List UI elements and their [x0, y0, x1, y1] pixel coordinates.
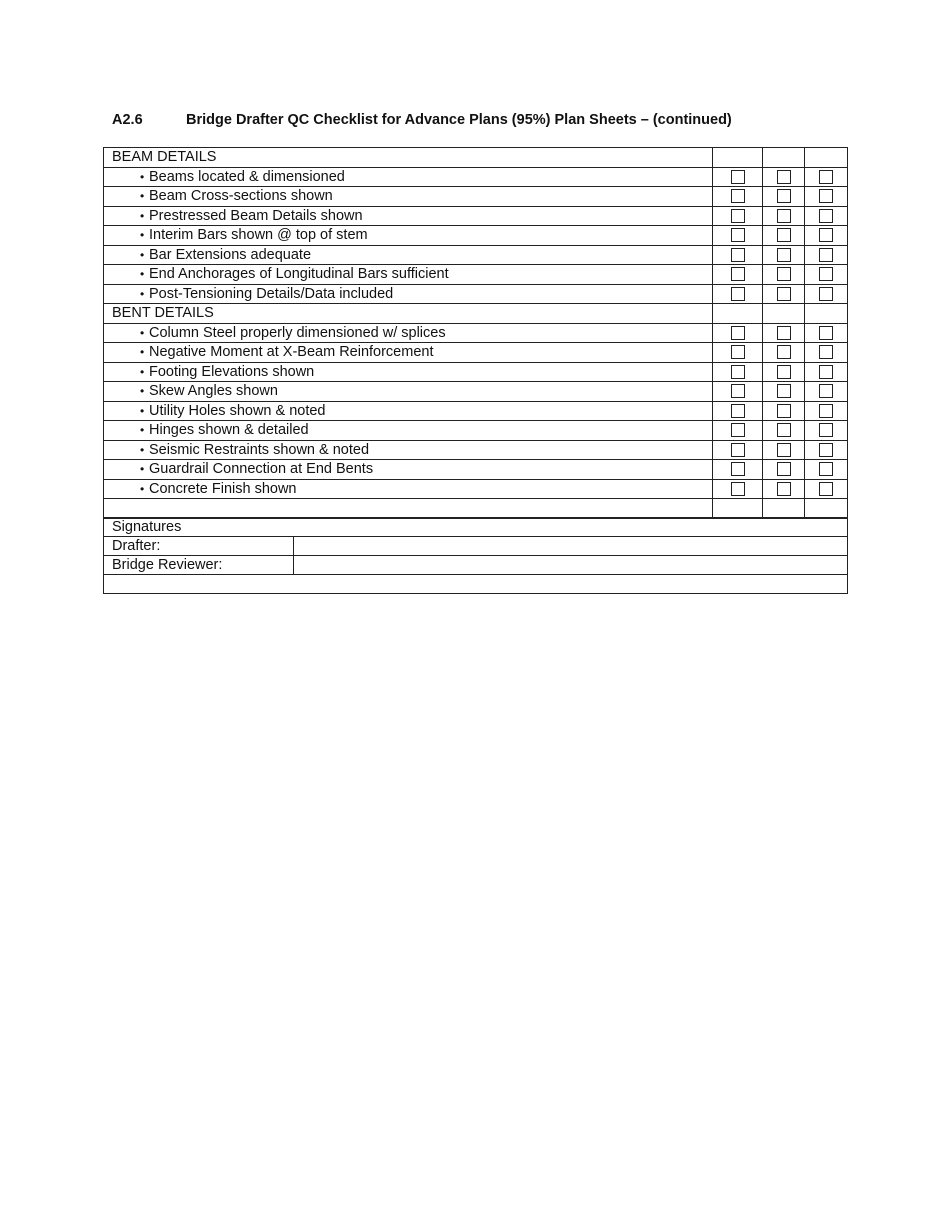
checkbox-cell	[763, 343, 805, 363]
checklist-item	[104, 401, 713, 421]
checkbox[interactable]	[731, 384, 745, 398]
checkbox[interactable]	[777, 423, 791, 437]
bullet-icon: •	[140, 169, 145, 184]
checkbox-cell	[713, 440, 763, 460]
checklist-item-label: Utility Holes shown & noted	[149, 402, 326, 419]
checkbox-cell	[713, 323, 763, 343]
checkbox[interactable]	[731, 345, 745, 359]
empty-box-cell	[713, 148, 763, 168]
checkbox[interactable]	[731, 423, 745, 437]
empty-box-cell	[805, 499, 848, 519]
checkbox[interactable]	[777, 326, 791, 340]
blank-row	[104, 575, 848, 594]
checkbox[interactable]	[819, 482, 833, 496]
checkbox-cell	[805, 421, 848, 441]
checkbox-cell	[805, 226, 848, 246]
checklist-body	[104, 148, 848, 519]
checkbox-cell	[805, 187, 848, 207]
checkbox[interactable]	[731, 228, 745, 242]
checkbox[interactable]	[819, 345, 833, 359]
checkbox-cell	[713, 479, 763, 499]
checkbox-cell	[713, 187, 763, 207]
checkbox[interactable]	[731, 462, 745, 476]
checklist-row	[104, 323, 848, 343]
empty-box-cell	[763, 304, 805, 324]
checkbox[interactable]	[819, 248, 833, 262]
checkbox-cell	[805, 479, 848, 499]
checklist-item-label: Negative Moment at X-Beam Reinforcement	[149, 344, 434, 361]
checkbox-cell	[763, 323, 805, 343]
checklist-row	[104, 440, 848, 460]
checklist-item	[104, 460, 713, 480]
checklist-item	[104, 245, 713, 265]
checkbox-cell	[713, 343, 763, 363]
checklist-item-label: Post-Tensioning Details/Data included	[149, 285, 394, 302]
checkbox[interactable]	[777, 287, 791, 301]
checkbox[interactable]	[777, 443, 791, 457]
checklist-item-label: Prestressed Beam Details shown	[149, 207, 363, 224]
checklist-item	[104, 206, 713, 226]
bullet-icon: •	[140, 364, 145, 379]
checkbox-cell	[713, 206, 763, 226]
checklist-item-label: Interim Bars shown @ top of stem	[149, 227, 368, 244]
checkbox-cell	[763, 226, 805, 246]
checkbox-cell	[713, 167, 763, 187]
bullet-icon: •	[140, 208, 145, 223]
checkbox[interactable]	[731, 365, 745, 379]
bullet-icon: •	[140, 403, 145, 418]
checklist-item	[104, 421, 713, 441]
empty-box-cell	[763, 499, 805, 519]
checkbox-cell	[805, 362, 848, 382]
checkbox-cell	[805, 265, 848, 285]
checklist-item	[104, 362, 713, 382]
checkbox-cell	[805, 245, 848, 265]
checklist-item	[104, 284, 713, 304]
checkbox-cell	[805, 323, 848, 343]
section-number: A2.6	[112, 112, 143, 128]
page-heading	[112, 112, 732, 128]
checkbox-cell	[713, 460, 763, 480]
checkbox-cell	[763, 460, 805, 480]
checkbox[interactable]	[731, 443, 745, 457]
checklist-table	[103, 147, 848, 519]
checklist-row	[104, 401, 848, 421]
bullet-icon: •	[140, 189, 145, 204]
bullet-icon: •	[140, 286, 145, 301]
signatures-title-row	[104, 518, 848, 537]
checkbox-cell	[763, 362, 805, 382]
checklist-row	[104, 362, 848, 382]
checklist-item-label: Column Steel properly dimensioned w/ splices	[149, 324, 446, 341]
checkbox[interactable]	[819, 443, 833, 457]
checklist-row	[104, 226, 848, 246]
bullet-icon: •	[140, 462, 145, 477]
checkbox[interactable]	[819, 365, 833, 379]
checkbox-cell	[713, 362, 763, 382]
drafter-label: Drafter:	[104, 537, 294, 556]
checkbox[interactable]	[777, 384, 791, 398]
empty-box-cell	[713, 304, 763, 324]
checklist-item	[104, 226, 713, 246]
checklist-item-label: Footing Elevations shown	[149, 363, 315, 380]
checkbox-cell	[805, 206, 848, 226]
checkbox-cell	[805, 460, 848, 480]
checkbox[interactable]	[819, 384, 833, 398]
checklist-item	[104, 382, 713, 402]
bullet-icon: •	[140, 228, 145, 243]
checkbox-cell	[763, 167, 805, 187]
bullet-icon: •	[140, 442, 145, 457]
signatures-title: Signatures	[104, 518, 848, 537]
checklist-item-label: Hinges shown & detailed	[149, 422, 309, 439]
checkbox[interactable]	[819, 462, 833, 476]
checkbox-cell	[763, 206, 805, 226]
checklist-item-label: Concrete Finish shown	[149, 480, 297, 497]
checkbox-cell	[713, 401, 763, 421]
reviewer-signature-field[interactable]	[294, 556, 848, 575]
checkbox-cell	[805, 440, 848, 460]
checklist-row	[104, 187, 848, 207]
bullet-icon: •	[140, 325, 145, 340]
checklist-item	[104, 167, 713, 187]
checklist-empty-row	[104, 499, 848, 519]
checkbox[interactable]	[731, 209, 745, 223]
checklist-row	[104, 284, 848, 304]
checklist-row	[104, 382, 848, 402]
checkbox[interactable]	[819, 228, 833, 242]
checkbox[interactable]	[777, 170, 791, 184]
checklist-row	[104, 167, 848, 187]
checklist-item-label: Beam Cross-sections shown	[149, 188, 333, 205]
checkbox[interactable]	[819, 423, 833, 437]
checkbox[interactable]	[819, 326, 833, 340]
reviewer-row	[104, 556, 848, 575]
checklist-item-label: Beams located & dimensioned	[149, 168, 345, 185]
checklist-item	[104, 187, 713, 207]
drafter-row	[104, 537, 848, 556]
checklist-item-label: End Anchorages of Longitudinal Bars sufficient	[149, 266, 449, 283]
checkbox-cell	[763, 440, 805, 460]
checkbox[interactable]	[731, 189, 745, 203]
checkbox[interactable]	[819, 170, 833, 184]
checklist-item	[104, 323, 713, 343]
bullet-icon: •	[140, 247, 145, 262]
checkbox[interactable]	[819, 287, 833, 301]
checkbox-cell	[713, 245, 763, 265]
checkbox[interactable]	[731, 267, 745, 281]
checkbox-cell	[713, 226, 763, 246]
empty-box-cell	[805, 148, 848, 168]
checklist-item	[104, 265, 713, 285]
section-header-row	[104, 148, 848, 168]
checkbox[interactable]	[777, 482, 791, 496]
checkbox-cell	[805, 167, 848, 187]
empty-box-cell	[805, 304, 848, 324]
checklist-item-label: Guardrail Connection at End Bents	[149, 461, 374, 478]
section-header-row	[104, 304, 848, 324]
checkbox[interactable]	[731, 248, 745, 262]
checklist-row	[104, 343, 848, 363]
bullet-icon: •	[140, 384, 145, 399]
checkbox-cell	[713, 382, 763, 402]
checklist-row	[104, 479, 848, 499]
checkbox[interactable]	[777, 404, 791, 418]
checkbox-cell	[713, 284, 763, 304]
checkbox[interactable]	[777, 209, 791, 223]
empty-box-cell	[713, 499, 763, 519]
checkbox[interactable]	[819, 404, 833, 418]
checklist-item	[104, 479, 713, 499]
checkbox[interactable]	[731, 170, 745, 184]
checkbox[interactable]	[777, 189, 791, 203]
checkbox[interactable]	[777, 228, 791, 242]
bullet-icon: •	[140, 345, 145, 360]
checkbox[interactable]	[731, 287, 745, 301]
drafter-signature-field[interactable]	[294, 537, 848, 556]
checklist-row	[104, 265, 848, 285]
checkbox[interactable]	[777, 462, 791, 476]
checklist-item-label: Bar Extensions adequate	[149, 246, 312, 263]
page-title: Bridge Drafter QC Checklist for Advance Plans (95%) Plan Sheets – (continued)	[186, 112, 732, 128]
checklist-row	[104, 206, 848, 226]
checkbox[interactable]	[731, 326, 745, 340]
checklist-row	[104, 245, 848, 265]
checkbox-cell	[713, 265, 763, 285]
bullet-icon: •	[140, 481, 145, 496]
checkbox-cell	[805, 343, 848, 363]
checkbox-cell	[713, 421, 763, 441]
signatures-table	[103, 517, 848, 594]
checkbox[interactable]	[819, 189, 833, 203]
blank-cell	[104, 575, 848, 594]
checkbox-cell	[763, 187, 805, 207]
checkbox[interactable]	[777, 267, 791, 281]
checkbox[interactable]	[777, 345, 791, 359]
checklist-item	[104, 343, 713, 363]
section-title: BENT DETAILS	[104, 304, 713, 324]
bullet-icon: •	[140, 267, 145, 282]
checkbox-cell	[763, 421, 805, 441]
checkbox-cell	[805, 284, 848, 304]
checkbox-cell	[763, 284, 805, 304]
empty-box-cell	[763, 148, 805, 168]
checklist-item-label: Seismic Restraints shown & noted	[149, 441, 370, 458]
checkbox[interactable]	[777, 248, 791, 262]
checkbox[interactable]	[819, 209, 833, 223]
checklist-row	[104, 460, 848, 480]
checkbox-cell	[763, 265, 805, 285]
checkbox-cell	[805, 401, 848, 421]
checkbox-cell	[763, 382, 805, 402]
checklist-item	[104, 440, 713, 460]
empty-cell	[104, 499, 713, 519]
reviewer-label: Bridge Reviewer:	[104, 556, 294, 575]
checkbox-cell	[763, 245, 805, 265]
checkbox[interactable]	[819, 267, 833, 281]
checkbox[interactable]	[777, 365, 791, 379]
section-title: BEAM DETAILS	[104, 148, 713, 168]
checklist-row	[104, 421, 848, 441]
checkbox-cell	[763, 401, 805, 421]
checkbox-cell	[805, 382, 848, 402]
checklist-item-label: Skew Angles shown	[149, 383, 278, 400]
checkbox[interactable]	[731, 404, 745, 418]
checkbox[interactable]	[731, 482, 745, 496]
bullet-icon: •	[140, 423, 145, 438]
checkbox-cell	[763, 479, 805, 499]
